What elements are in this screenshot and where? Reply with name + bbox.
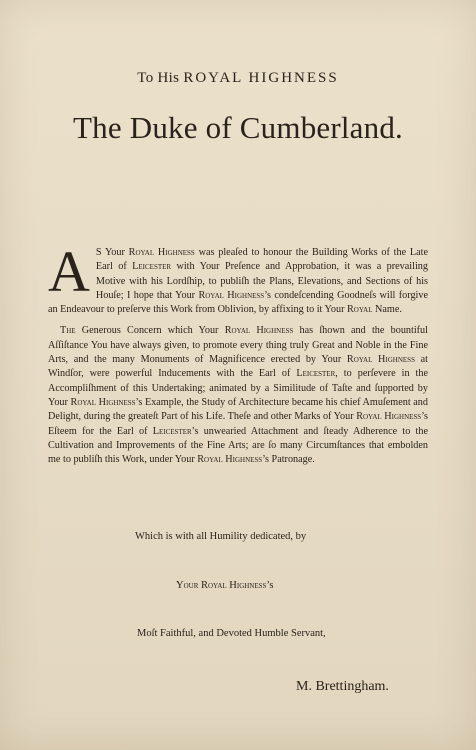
small-caps-run: Royal Highness <box>224 325 294 337</box>
text-run: ’s Example, the Study of Architecture became his chief Amuſement and Delight, during the greateſt Part of his Life. Theſe and other Marks of Your <box>48 396 428 423</box>
text-run: , to perſevere in the Accompliſhment of this Undertaking; animated by a Similitude of Taſte and ſupported by Your <box>48 368 429 408</box>
text-run: ’s Eſteem for the Earl of <box>48 411 428 437</box>
author-signature: M. Brettingham. <box>296 679 389 694</box>
small-caps-run: Leicester <box>296 368 336 380</box>
closing-possessive: ’s <box>266 580 274 591</box>
paragraph-first <box>48 239 428 317</box>
text-run: ’s condeſcending Goodneſs will forgive an Endeavour to preſerve this Work from Oblivion, by affixing to it Your <box>48 289 428 316</box>
small-caps-run: Royal Highness <box>198 289 265 301</box>
small-caps-run: The <box>60 325 76 337</box>
small-caps-run: Royal Highness <box>70 396 136 408</box>
paragraph-second <box>48 324 428 467</box>
dedication-heading <box>0 70 476 87</box>
dedication-body <box>48 239 429 474</box>
text-run: ’s Patronage. <box>262 454 315 466</box>
text-run: ’s unwearied Attachment and ſteady Adherence to the Cultivation and Improvements of the Fine Arts; are ſo many Circumſtances that embolden me to publiſh this Work, under Your <box>48 425 428 466</box>
closing-address-line <box>0 580 476 591</box>
small-caps-run: Royal Highness <box>128 247 195 258</box>
text-run: with Your Preſence and Approbation, it was a prevailing Motive with his Lordſhip, to publiſh the Plans, Elevations, and Sections of his Houſe; I hope that Your <box>95 261 428 301</box>
small-caps-run: Royal <box>347 304 373 316</box>
text-run: Name. <box>372 304 402 316</box>
page-title: The Duke of Cumberland. <box>72 110 403 145</box>
small-caps-run: Leicester <box>152 425 192 437</box>
drop-cap-letter: A <box>48 239 90 304</box>
closing-dedication-line: Which is with all Humility dedicated, by <box>135 531 307 542</box>
small-caps-run: Royal Highness <box>346 354 415 366</box>
text-run: Generous Concern which Your <box>75 325 225 337</box>
closing-servant-line: Moſt Faithful, and Devoted Humble Servant, <box>137 628 326 639</box>
small-caps-run: Royal Highness <box>197 454 263 466</box>
closing-royal-highness: Your Royal Highness <box>176 580 267 591</box>
small-caps-run: Royal Highness <box>356 411 422 423</box>
text-run: S Your <box>95 247 129 258</box>
dedication-to-prefix: To His <box>137 70 184 86</box>
dedication-royal-highness: ROYAL HIGHNESS <box>183 70 339 86</box>
text-run: has ſhown and the bountiful Aſſiſtance You have always given, to promote every thing truly Great and Noble in the Fine Arts, and the many Monuments of Magnificence erected by Your <box>48 325 428 366</box>
text-run: was pleaſed to honour the Building Works of the Late Earl of <box>95 247 428 273</box>
small-caps-run: Leicester <box>132 261 172 273</box>
text-run: at Windſor, were powerful Inducements with the Earl of <box>48 354 428 380</box>
